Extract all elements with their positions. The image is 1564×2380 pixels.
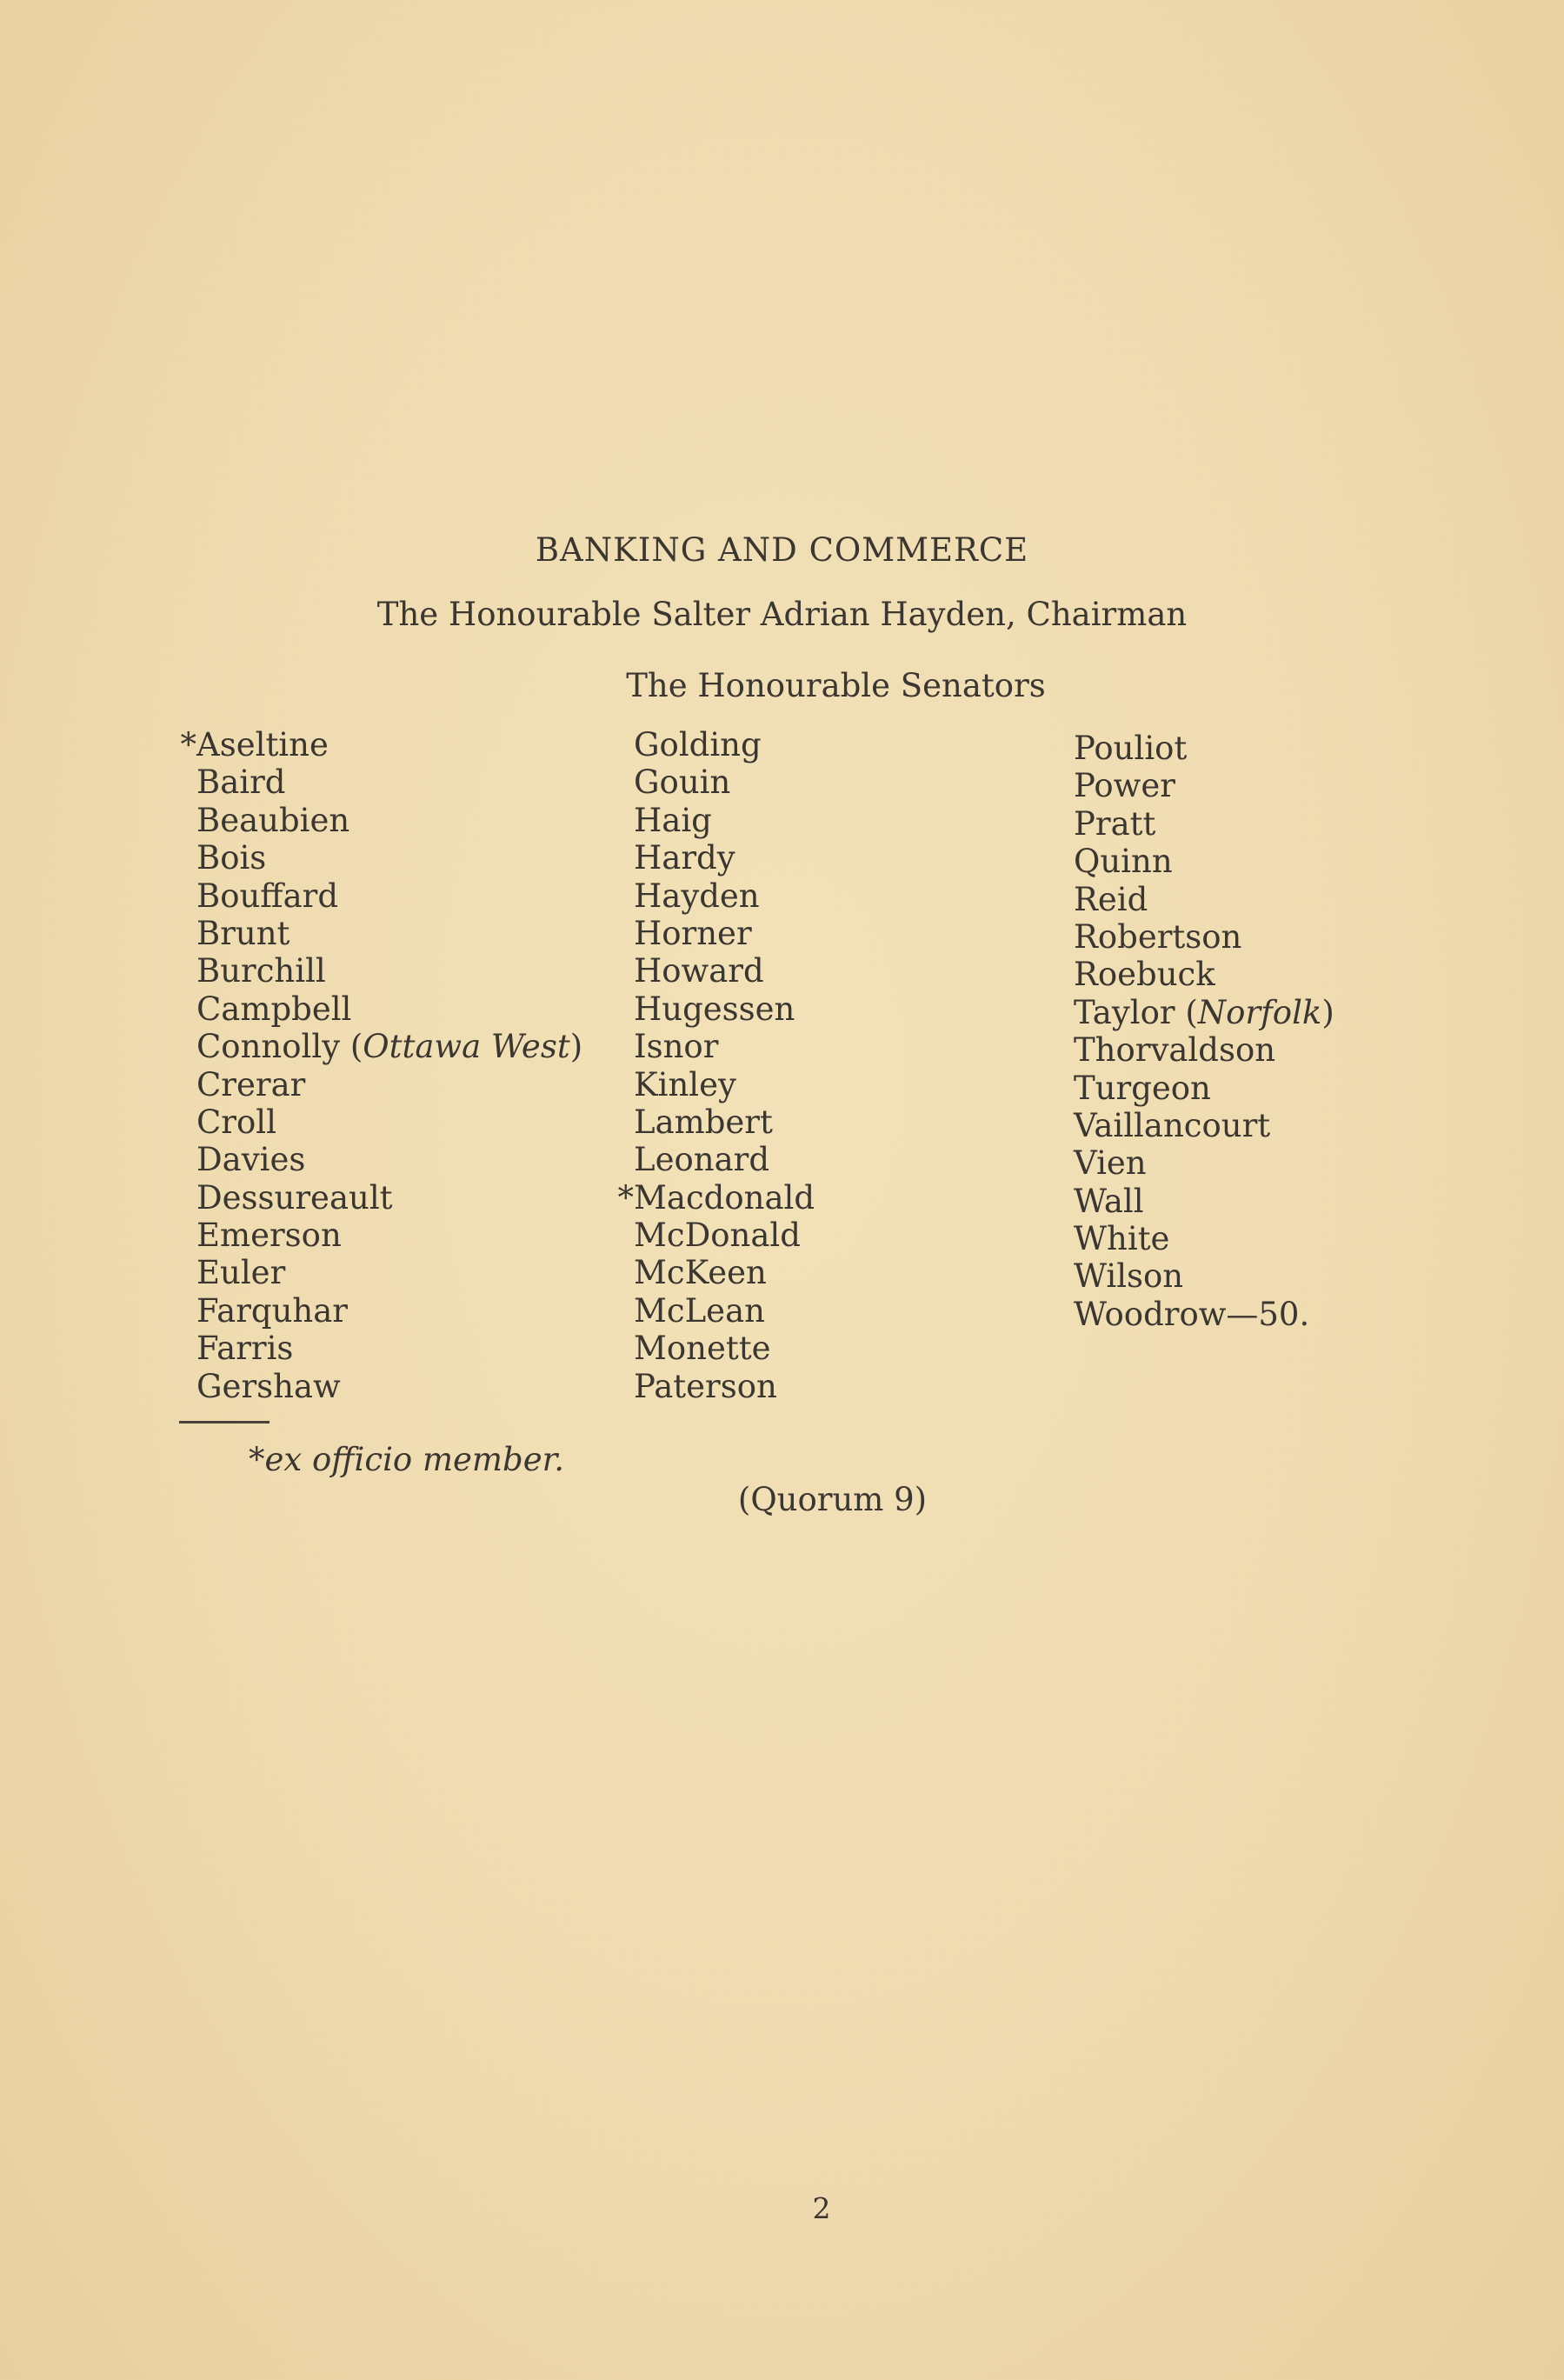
senator-name bbox=[196, 1179, 582, 1217]
senator-surname: Taylor ( bbox=[1074, 993, 1198, 1031]
senator-name bbox=[1074, 730, 1334, 767]
senator-name bbox=[1074, 805, 1334, 843]
senator-name bbox=[1074, 1257, 1334, 1295]
senator-name bbox=[1074, 1296, 1334, 1333]
senator-division: Norfolk bbox=[1197, 993, 1322, 1031]
senator-surname: McLean bbox=[634, 1291, 765, 1330]
senator-surname: Horner bbox=[634, 914, 752, 952]
senator-name bbox=[1074, 1107, 1334, 1144]
senator-surname: Kinley bbox=[634, 1065, 736, 1103]
senator-name bbox=[634, 763, 815, 801]
senator-name bbox=[196, 1330, 582, 1367]
senator-name bbox=[634, 1254, 815, 1291]
senator-surname: Dessureault bbox=[196, 1178, 393, 1217]
senator-name bbox=[1074, 918, 1334, 956]
senator-name bbox=[634, 915, 815, 952]
senator-surname: Connolly ( bbox=[196, 1028, 363, 1066]
senator-surname: Davies bbox=[196, 1141, 306, 1179]
senator-surname: Crerar bbox=[196, 1065, 306, 1103]
senator-surname: Haig bbox=[634, 801, 712, 839]
senator-name bbox=[1074, 881, 1334, 918]
senator-surname: Woodrow—50. bbox=[1074, 1295, 1310, 1333]
senator-surname: Emerson bbox=[196, 1217, 342, 1255]
senator-name bbox=[1074, 1144, 1334, 1182]
senator-name bbox=[1074, 767, 1334, 804]
senator-surname: Farris bbox=[196, 1330, 294, 1368]
ex-officio-mark: * bbox=[617, 1178, 634, 1217]
senator-name bbox=[634, 1217, 815, 1254]
senator-surname: Power bbox=[1074, 767, 1175, 805]
senator-surname: Campbell bbox=[196, 990, 352, 1028]
chairman-line: The Honourable Salter Adrian Hayden, Chairman bbox=[376, 596, 1188, 633]
senator-surname: Isnor bbox=[634, 1028, 719, 1066]
senator-surname: Bouffard bbox=[196, 877, 339, 915]
senator-surname: Beaubien bbox=[196, 801, 350, 839]
senator-surname: Pratt bbox=[1074, 804, 1156, 843]
senator-surname: Hardy bbox=[634, 839, 735, 877]
senator-name bbox=[634, 839, 815, 877]
senators-column-1 bbox=[180, 726, 583, 1405]
senator-surname: Gershaw bbox=[196, 1367, 341, 1405]
senator-surname: Golding bbox=[634, 726, 762, 763]
senator-surname: Wilson bbox=[1074, 1257, 1184, 1296]
closing-paren: ) bbox=[569, 1028, 583, 1066]
senator-surname: Macdonald bbox=[634, 1178, 815, 1217]
senator-name bbox=[196, 802, 582, 839]
senator-surname: Pouliot bbox=[1074, 730, 1188, 767]
senator-surname: Quinn bbox=[1074, 843, 1173, 881]
senator-name bbox=[1074, 1070, 1334, 1107]
senator-name bbox=[634, 1028, 815, 1065]
senator-surname: McKeen bbox=[634, 1254, 767, 1292]
senator-name bbox=[634, 990, 815, 1028]
senator-surname: Paterson bbox=[634, 1367, 777, 1405]
senator-name bbox=[196, 763, 582, 801]
senator-name bbox=[196, 952, 582, 990]
senator-name bbox=[1074, 1220, 1334, 1257]
senator-surname: Hugessen bbox=[634, 990, 795, 1028]
senator-surname: Brunt bbox=[196, 914, 290, 952]
senator-surname: Roebuck bbox=[1074, 956, 1215, 994]
senator-surname: Leonard bbox=[634, 1141, 770, 1179]
senator-name bbox=[1074, 843, 1334, 880]
senator-name bbox=[180, 726, 582, 763]
senator-name bbox=[1074, 956, 1334, 993]
senator-surname: Vien bbox=[1074, 1144, 1147, 1183]
senator-surname: Wall bbox=[1074, 1182, 1144, 1220]
ex-officio-mark: * bbox=[180, 726, 196, 763]
senators-column-2 bbox=[617, 726, 815, 1405]
senator-surname: Thorvaldson bbox=[1074, 1031, 1276, 1070]
senator-surname: Reid bbox=[1074, 880, 1148, 918]
senator-name bbox=[196, 1254, 582, 1291]
senator-surname: Burchill bbox=[196, 952, 326, 990]
senator-surname: White bbox=[1074, 1220, 1170, 1258]
senator-name bbox=[196, 990, 582, 1028]
senator-name bbox=[634, 1368, 815, 1405]
senator-surname: Lambert bbox=[634, 1103, 773, 1141]
closing-paren: ) bbox=[1321, 993, 1334, 1031]
senator-name bbox=[196, 1028, 582, 1065]
senator-surname: Gouin bbox=[634, 763, 731, 802]
senator-surname: Howard bbox=[634, 952, 764, 990]
senator-name bbox=[196, 839, 582, 877]
senator-name bbox=[634, 1292, 815, 1330]
senator-name bbox=[196, 915, 582, 952]
senator-surname: Euler bbox=[196, 1254, 286, 1292]
senator-name bbox=[196, 1103, 582, 1141]
senator-surname: Monette bbox=[634, 1330, 771, 1368]
senator-name bbox=[1074, 994, 1334, 1031]
senator-surname: Bois bbox=[196, 839, 267, 877]
senator-name bbox=[634, 1103, 815, 1141]
senator-name bbox=[196, 877, 582, 915]
committee-title: BANKING AND COMMERCE bbox=[535, 531, 1029, 569]
page-number: 2 bbox=[812, 2191, 831, 2225]
senator-surname: Hayden bbox=[634, 877, 760, 915]
senators-column-3 bbox=[1074, 730, 1334, 1333]
senator-surname: Turgeon bbox=[1074, 1069, 1211, 1107]
senator-division: Ottawa West bbox=[363, 1028, 570, 1066]
senator-name bbox=[634, 1141, 815, 1178]
senator-surname: Farquhar bbox=[196, 1291, 348, 1330]
senator-surname: Vaillancourt bbox=[1074, 1106, 1271, 1144]
senator-name bbox=[617, 1178, 815, 1217]
footnote: *ex officio member. bbox=[249, 1441, 564, 1478]
senator-name bbox=[634, 877, 815, 915]
senator-surname: Baird bbox=[196, 763, 286, 802]
senator-name bbox=[196, 1141, 582, 1178]
senator-name bbox=[634, 1066, 815, 1103]
senator-name bbox=[196, 1292, 582, 1330]
senator-name bbox=[1074, 1031, 1334, 1069]
senator-name bbox=[634, 726, 815, 763]
quorum: (Quorum 9) bbox=[737, 1481, 928, 1518]
senator-surname: Aseltine bbox=[196, 726, 329, 763]
senators-heading: The Honourable Senators bbox=[626, 667, 1046, 704]
senator-surname: Robertson bbox=[1074, 917, 1242, 956]
senator-name bbox=[196, 1217, 582, 1254]
senator-name bbox=[1074, 1183, 1334, 1220]
senator-name bbox=[634, 802, 815, 839]
senator-name bbox=[634, 952, 815, 990]
senator-name bbox=[634, 1330, 815, 1367]
senator-surname: McDonald bbox=[634, 1217, 801, 1255]
senator-surname: Croll bbox=[196, 1103, 276, 1141]
senator-name bbox=[196, 1066, 582, 1103]
footnote-rule bbox=[179, 1421, 270, 1423]
senator-name bbox=[196, 1368, 582, 1405]
